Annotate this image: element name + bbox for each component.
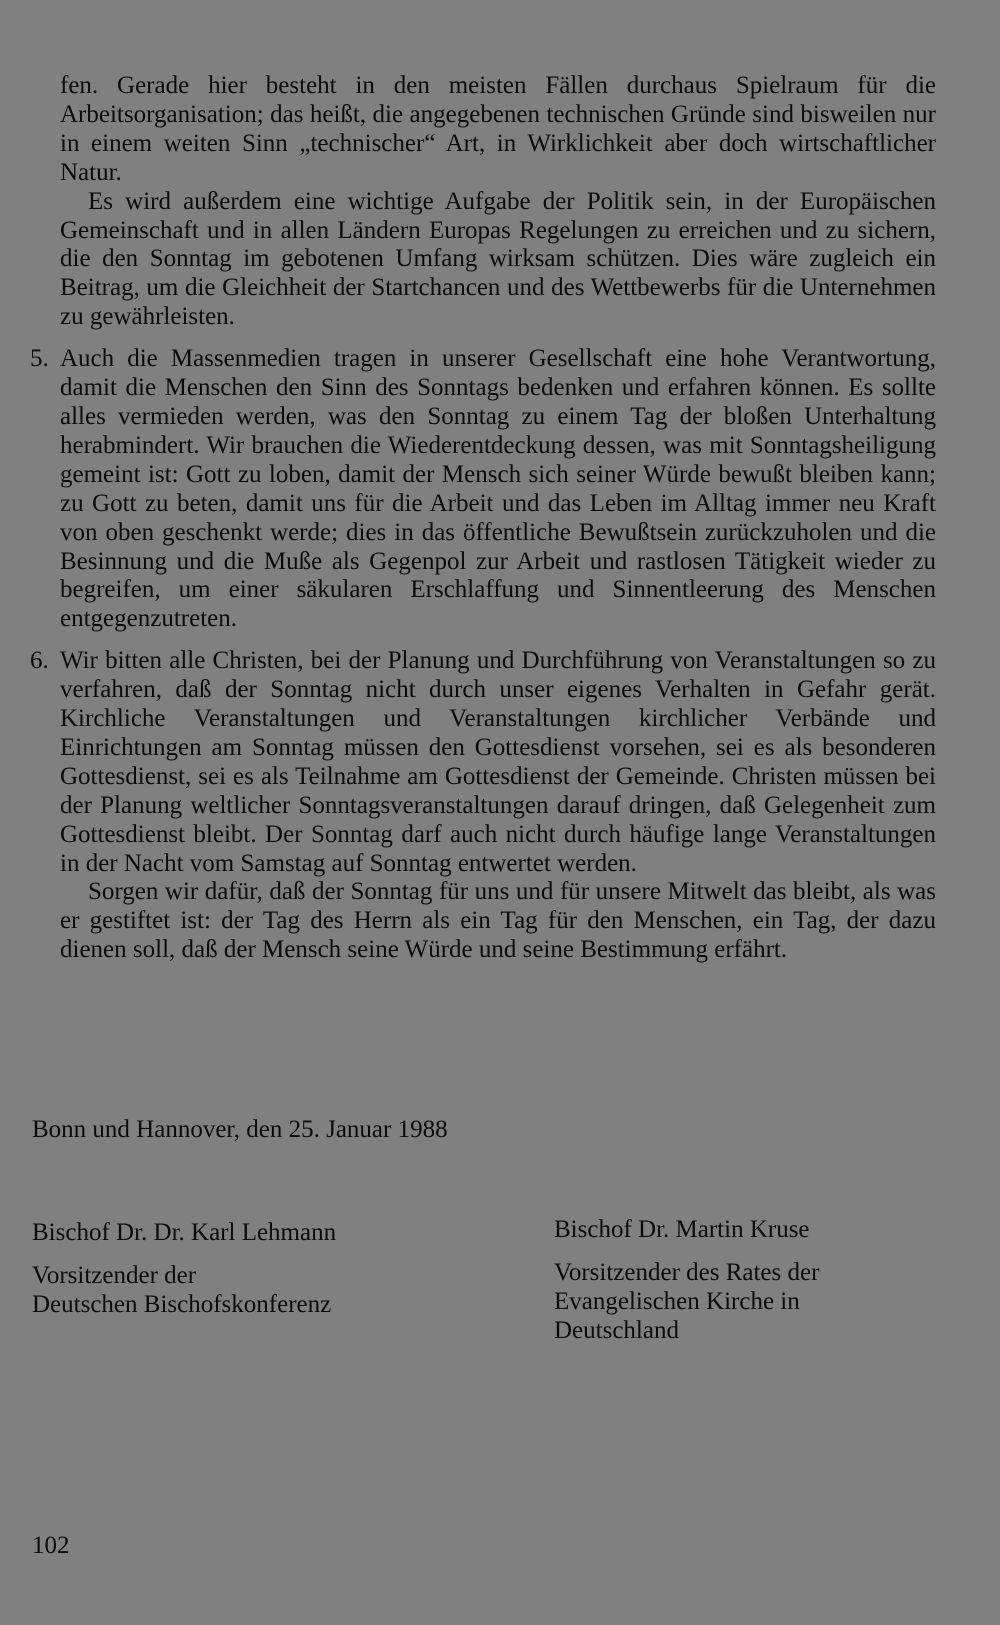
paragraph-closing: Sorgen wir dafür, daß der Sonntag für uns und für unsere Mitwelt das bleibt, als was er gestiftet ist: der Tag des Herrn als ein Tag für den Menschen, ein Tag, der dazu dienen soll, daß der Mensch seine Würde und seine Bestimmung erfährt. [60,878,936,964]
signatory-role-right-line1: Vorsitzender des Rates der [554,1259,820,1286]
list-item-5 [30,345,936,634]
paragraph-continuation: fen. Gerade hier besteht in den meisten Fällen durchaus Spielraum für die Arbeitsorganisation; das heißt, die angegebenen technischen Gründe sind bisweilen nur in einem weiten Sinn „technischer“ Art, in Wirklichkeit aber doch wirtschaftlicher Natur. [60,72,936,186]
list-number-5: 5. [30,345,49,373]
signature-block-right [554,1215,819,1345]
signatory-role-left-line2: Deutschen Bischofskonferenz [32,1291,332,1318]
signature-block-left [32,1218,336,1319]
list-number-6: 6. [30,647,49,675]
paragraph-politics: Es wird außerdem eine wichtige Aufgabe der Politik sein, in der Europäischen Gemeinschaft und in allen Ländern Europas Regelungen zu erreichen und zu sichern, die den Sonntag im gebotenen Umfang wirksam schützen. Dies wäre zugleich ein Beitrag, um die Gleichheit der Startchancen und des Wettbewerbs für die Unternehmen zu gewährleisten. [60,187,936,331]
page-number: 102 [32,1532,70,1559]
place-date: Bonn und Hannover, den 25. Januar 1988 [32,1116,448,1143]
body-text [30,72,936,965]
signatory-role-right-line2: Evangelischen Kirche in [554,1288,800,1315]
signatory-name-right: Bischof Dr. Martin Kruse [554,1216,810,1243]
list-text-5: Auch die Massenmedien tragen in unserer Gesellschaft eine hohe Verantwortung, damit die Menschen den Sinn des Sonntags bedenken und erfahren können. Es sollte alles vermieden werden, was den Sonntag zu einem Tag der bloßen Unterhaltung herabmindert. Wir brauchen die Wiederentdeckung dessen, was mit Sonntagsheiligung gemeint ist: Gott zu loben, damit der Mensch sich seiner Würde bewußt bleiben kann; zu Gott zu beten, damit uns für die Arbeit und das Leben im Alltag immer neu Kraft von oben geschenkt werde; dies in das öffentliche Bewußtsein zurückzuholen und die Besinnung und die Muße als Gegenpol zur Arbeit und rastlosen Tätigkeit wieder zu begreifen, um einer säkularen Erschlaffung und Sinnentleerung des Menschen entgegenzutreten. [60,345,936,633]
list-text-6: Wir bitten alle Christen, bei der Planung und Durchführung von Veranstaltungen so zu verfahren, daß der Sonntag nicht durch unser eigenes Verhalten in Gefahr gerät. Kirchliche Veranstaltungen und Veranstaltungen kirchlicher Verbände und Einrichtungen am Sonntag müssen den Gottesdienst vorsehen, sei es als besonderen Gottesdienst, sei es als Teilnahme am Gottesdienst der Gemeinde. Christen müssen bei der Planung weltlicher Sonntagsveranstaltungen darauf dringen, daß Gelegenheit zum Gottesdienst bleibt. Der Sonntag darf auch nicht durch häufige lange Veranstaltungen in der Nacht vom Samstag auf Sonntag entwertet werden. [60,647,936,877]
list-item-6 [30,647,936,878]
signatory-name-left: Bischof Dr. Dr. Karl Lehmann [32,1219,337,1246]
signatory-role-left-line1: Vorsitzender der [32,1262,197,1289]
signatory-role-right-line3: Deutschland [554,1317,679,1344]
